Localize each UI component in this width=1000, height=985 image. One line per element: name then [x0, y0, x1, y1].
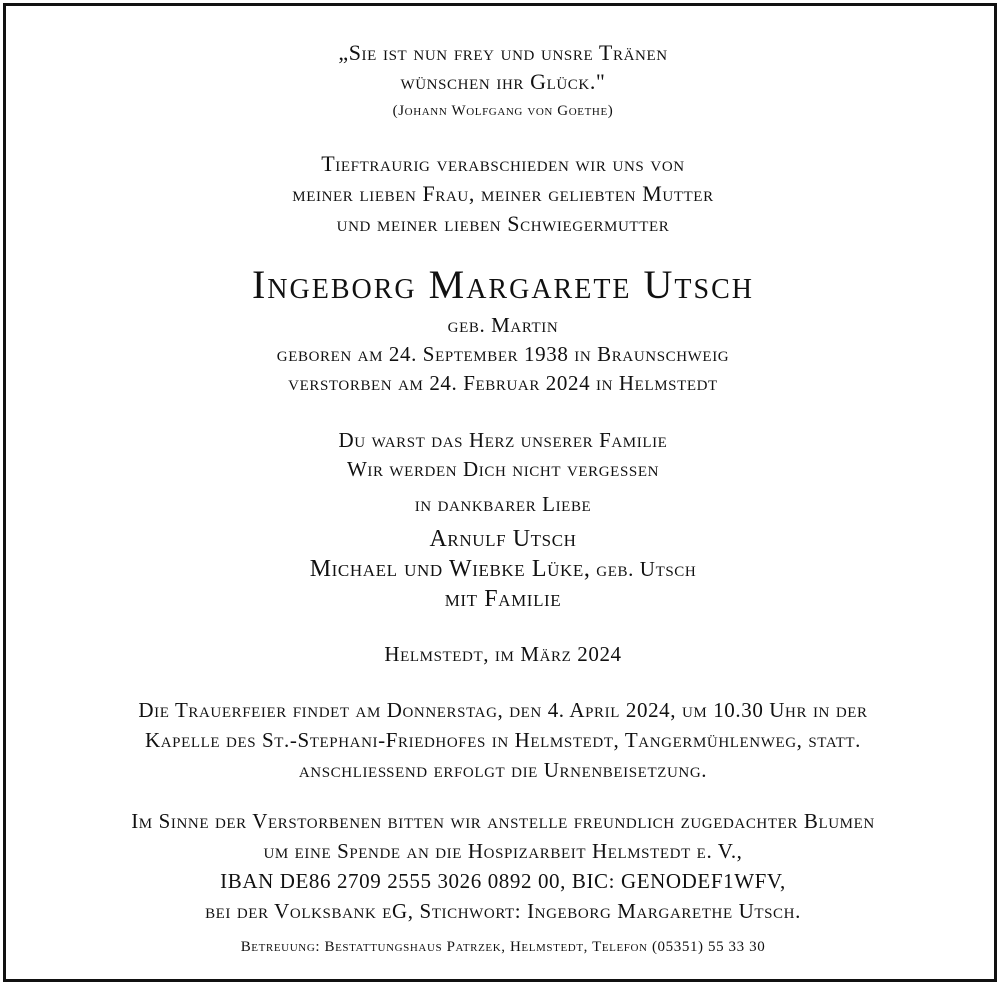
obituary-notice: [3, 3, 997, 982]
quote-source: (Johann Wolfgang von Goethe): [392, 103, 614, 119]
love-line: in dankbarer Liebe: [414, 492, 592, 516]
signatory-line-1: Arnulf Utsch: [429, 526, 577, 552]
donation-line-1: Im Sinne der Verstorbenen bitten wir anstelle freundlich zugedachter Blumen: [131, 809, 875, 833]
ceremony-line-1: Die Trauerfeier findet am Donnerstag, den 4. April 2024, um 10.30 Uhr in der: [138, 698, 868, 722]
ceremony-line-3: anschließend erfolgt die Urnenbeisetzung.: [298, 758, 708, 782]
tribute-line-2: Wir werden Dich nicht vergessen: [346, 457, 660, 481]
donation-line-4: bei der Volksbank eG, Stichwort: Ingeborg Margarethe Utsch.: [205, 899, 801, 923]
donation-line-3: IBAN DE86 2709 2555 3026 0892 00, BIC: GENODEF1WFV,: [220, 869, 786, 893]
signatory-line-3: mit Familie: [444, 586, 562, 612]
death-line: verstorben am 24. Februar 2024 in Helmstedt: [288, 371, 718, 395]
maiden-name: geb. Martin: [447, 313, 559, 337]
place-date: Helmstedt, im März 2024: [384, 642, 622, 666]
signatory-line-2-sub: geb. Utsch: [590, 557, 697, 581]
quote-line-1: „Sie ist nun frey und unsre Tränen: [338, 40, 668, 65]
footer-undertaker: Betreuung: Bestattungshaus Patrzek, Helmstedt, Telefon (05351) 55 33 30: [240, 939, 766, 955]
donation-line-2: um eine Spende an die Hospizarbeit Helmstedt e. V.,: [263, 839, 743, 863]
intro-line-2: meiner lieben Frau, meiner geliebten Mutter: [292, 181, 714, 206]
signatory-line-2: [6, 556, 1000, 583]
birth-line: geboren am 24. September 1938 in Braunschweig: [276, 342, 730, 366]
tribute-line-1: Du warst das Herz unserer Familie: [338, 428, 668, 452]
signatory-line-2-main: Michael und Wiebke Lüke,: [309, 556, 591, 582]
quote-line-2: wünschen ihr Glück.": [400, 69, 606, 94]
ceremony-line-2: Kapelle des St.-Stephani-Friedhofes in Helmstedt, Tangermühlenweg, statt.: [144, 728, 862, 752]
intro-line-3: und meiner lieben Schwiegermutter: [336, 211, 670, 236]
deceased-name: Ingeborg Margarete Utsch: [251, 262, 754, 307]
intro-line-1: Tieftraurig verabschieden wir uns von: [321, 151, 685, 176]
